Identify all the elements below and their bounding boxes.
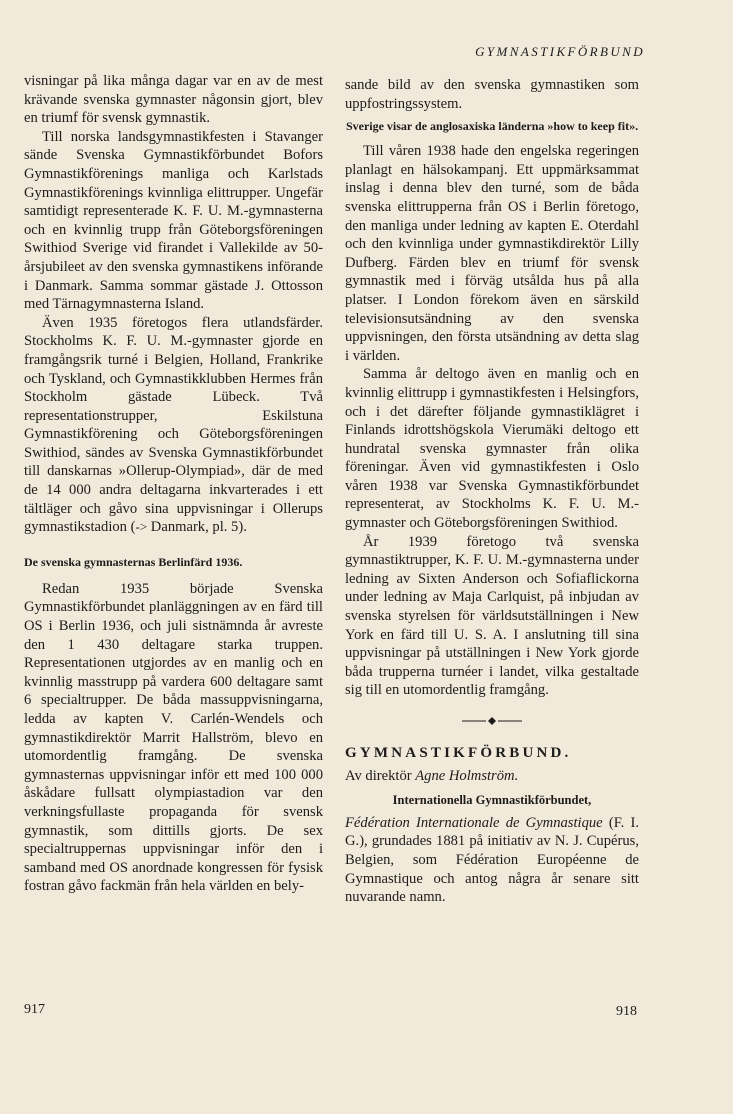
paragraph: Till våren 1938 hade den engelska regeringen planlagt en hälsokampanj. Ett uppmärksammat inslag i denna blev den turné, som de båda svenska elittrupperna från OS i Berlin företogo, den manliga under ledning av kapten E. Oterdahl och den kvinnliga under gymnastikdirektör Lilly Dufberg. Färden blev en triumf för svensk gymnastik med i förväg utsålda hus på alla platser. I London förekom även en särskild televisionsutsändning av den svenska uppvisningen, den första utsändning av detta slag i världen.: [345, 143, 639, 364]
italic-term: Fédération Internationale de Gymnastique: [345, 814, 603, 831]
paragraph: Samma år deltogo även en manlig och en kvinnlig elittrupp i gymnastikfesten i Helsingfors, och i det därefter följande gymnastiklägret i Finlands idrottshögskola Vierumäki deltogo ett hundratal svenska gymnaster från olika föreningar. Även vid gymnastikfesten i Oslo våren 1938 var Svenska Gymnastikförbundet representerat, av Stockholms K. F. U. M.-gymnaster och Göteborgsföreningen Swithiod.: [345, 366, 639, 532]
article-title: GYMNASTIKFÖRBUND.: [345, 745, 572, 761]
paragraph-text: Även 1935 företogos flera utlandsfärder. Stockholms K. F. U. M.-gymnaster gjorde en framgångsrik turné i Belgien, Holland, Frankrike och Tyskland, och Gymnastikklubben Hermes från Stockholm gästade Lübeck. Två representationstrupper, Eskilstuna Gymnastikförening och Göteborgsföreningen Swithiod, sändes av Svenska Gymnastikförbundet till danskarnas »Ollerup-Olympiad», där de med de 14 000 andra deltagarna inkvarterades i ett tältläger och gåvo sina uppvisningar i Ollerups gymnastikstadion (: [24, 314, 323, 536]
author-line: [345, 767, 639, 786]
page-number-left: 917: [24, 1002, 45, 1017]
diamond-ornament-icon: [462, 716, 522, 726]
page-number-right: 918: [616, 1004, 637, 1019]
paragraph-text: Danmark, pl. 5).: [147, 519, 247, 536]
author-prefix: Av direktör: [345, 767, 416, 784]
paragraph: sande bild av den svenska gymnastiken som uppfostringssystem.: [345, 77, 639, 112]
paragraph: [24, 314, 323, 537]
paragraph: År 1939 företogo två svenska gymnastiktrupper, K. F. U. M.-gymnasterna under ledning av Sixten Anderson och Sofiaflickorna under ledning av Maja Carlquist, på inbjudan av svenska styrelsen för världsutställningen i New York en färd till U. S. A. I anslutning till sina uppvisningar på utställningen i New York gjorde båda trupperna turnéer i landet, vilka gestaltade sig till en utomordentlig framgång.: [345, 533, 639, 699]
right-column: [345, 76, 639, 907]
left-column: [24, 72, 323, 896]
running-title: GYMNASTIKFÖRBUND: [475, 44, 645, 59]
arrow-icon: ->: [135, 519, 148, 535]
section-subheading: Sverige visar de anglosaxiska länderna »how to keep fit».: [345, 119, 639, 134]
paragraph: [345, 814, 639, 907]
paragraph-text: (F. I. G.), grundades 1881 på initiativ av N. J. Cupérus, Belgien, som Fédération Européenne de Gymnastique och antog några år senare sitt nuvarande namn.: [345, 814, 639, 906]
paragraph: Till norska landsgymnastikfesten i Stavanger sände Svenska Gymnastikförbundet Bofors Gymnastikförenings manliga och Karlstads Gymnastikförenings kvinnliga elittrupper. Ungefär samtidigt representerade K. F. U. M.-gymnasterna och en kvinnlig trupp från Göteborgsföreningen Swithiod Sverige vid firandet i Vallekilde av 50-årsjubileet av den svenska gymnastikens införande i Danmark. Samma sommar gästade J. Ottosson med Tärnagymnasterna Island.: [24, 128, 323, 313]
author-name: Agne Holmström.: [415, 767, 519, 784]
paragraph: visningar på lika många dagar var en av de mest krävande svenska gymnaster någonsin gjort, blev en triumf för svensk gymnastik.: [24, 73, 323, 127]
ornament-divider: [345, 714, 639, 726]
paragraph: Redan 1935 började Svenska Gymnastikförbundet planläggningen av en färd till OS i Berlin 1936, och juli sistnämnda år avreste den 1 430 deltagare starka truppen. Representationen utgjordes av en manlig och en kvinnlig masstrupp på vardera 600 deltagare samt 6 specialtrupper. De båda massuppvisningarna, ledda av kapten V. Carlén-Wendels och gymnastikdirektör Marrit Hallström, blevo en utomordentlig framgång. De svenska gymnasternas uppvisningar inför ett med 100 000 åskådare fullsatt olympiastadion var den verkningsfullaste propaganda för svensk gymnastik, som dittills gjorts. De sex specialtruppernas uppvisningar inför den i samband med OS anordnade kongressen för fysisk fostran gåvo fackmän från hela världen en bely-: [24, 580, 323, 895]
section-subheading: De svenska gymnasternas Berlinfärd 1936.: [24, 554, 243, 569]
article-subheading: Internationella Gymnastikförbundet,: [392, 793, 592, 808]
